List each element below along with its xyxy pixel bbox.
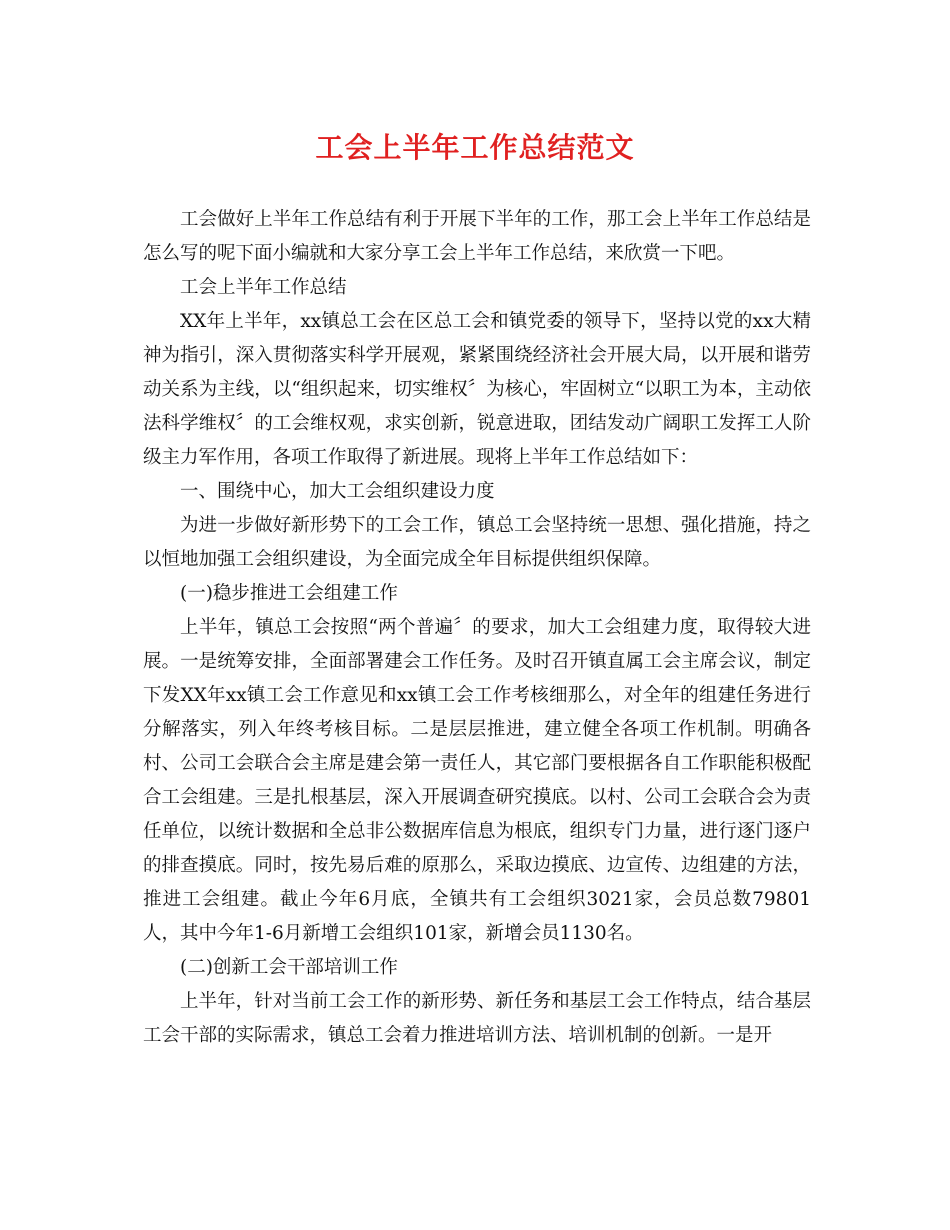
subsection-heading-2: (二)创新工会干部培训工作 [180,957,398,978]
document-title: 工会上半年工作总结范文 [315,131,635,164]
paragraph-overview: XX年上半年，xx镇总工会在区总工会和镇党委的领导下，坚持以党的xx大精神为指引，深入贯彻落实科学开展观，紧紧围绕经济社会开展大局，以开展和谐劳动关系为主线，以“组织起来，切实维权〞为核心，牢固树立“以职工为本，主动依法科学维权〞的工会维权观，求实创新，锐意进取，团结发动广阔职工发挥工人阶级主力军作用，各项工作取得了新进展。现将上半年工作总结如下： [143,311,811,468]
document-body [143,203,811,1053]
paragraph-subtitle: 工会上半年工作总结 [180,277,347,298]
paragraph-subsection-1: 上半年，镇总工会按照“两个普遍〞的要求，加大工会组建力度，取得较大进展。一是统筹安排，全面部署建会工作任务。及时召开镇直属工会主席会议，制定下发XX年xx镇工会工作意见和xx镇工会工作考核细那么，对全年的组建任务进行分解落实，列入年终考核目标。二是层层推进，建立健全各项工作机制。明确各村、公司工会联合会主席是建会第一责任人，其它部门要根据各自工作职能积极配合工会组建。三是扎根基层，深入开展调查研究摸底。以村、公司工会联合会为责任单位，以统计数据和全总非公数据库信息为根底，组织专门力量，进行逐门逐户的排查摸底。同时，按先易后难的原那么，采取边摸底、边宣传、边组建的方法，推进工会组建。截止今年6月底，全镇共有工会组织3021家，会员总数79801人，其中今年1-6月新增工会组织101家，新增会员1130名。 [143,617,811,944]
paragraph-subsection-2: 上半年，针对当前工会工作的新形势、新任务和基层工会工作特点，结合基层工会干部的实际需求，镇总工会着力推进培训方法、培训机制的创新。一是开 [143,991,811,1046]
section-heading-1: 一、围绕中心，加大工会组织建设力度 [180,481,495,502]
subsection-heading-1: (一)稳步推进工会组建工作 [180,583,398,604]
paragraph-intro: 工会做好上半年工作总结有利于开展下半年的工作，那工会上半年工作总结是怎么写的呢下面小编就和大家分享工会上半年工作总结，来欣赏一下吧。 [143,209,811,264]
paragraph-section-1-intro: 为进一步做好新形势下的工会工作，镇总工会坚持统一思想、强化措施，持之以恒地加强工会组织建设，为全面完成全年目标提供组织保障。 [143,515,811,570]
